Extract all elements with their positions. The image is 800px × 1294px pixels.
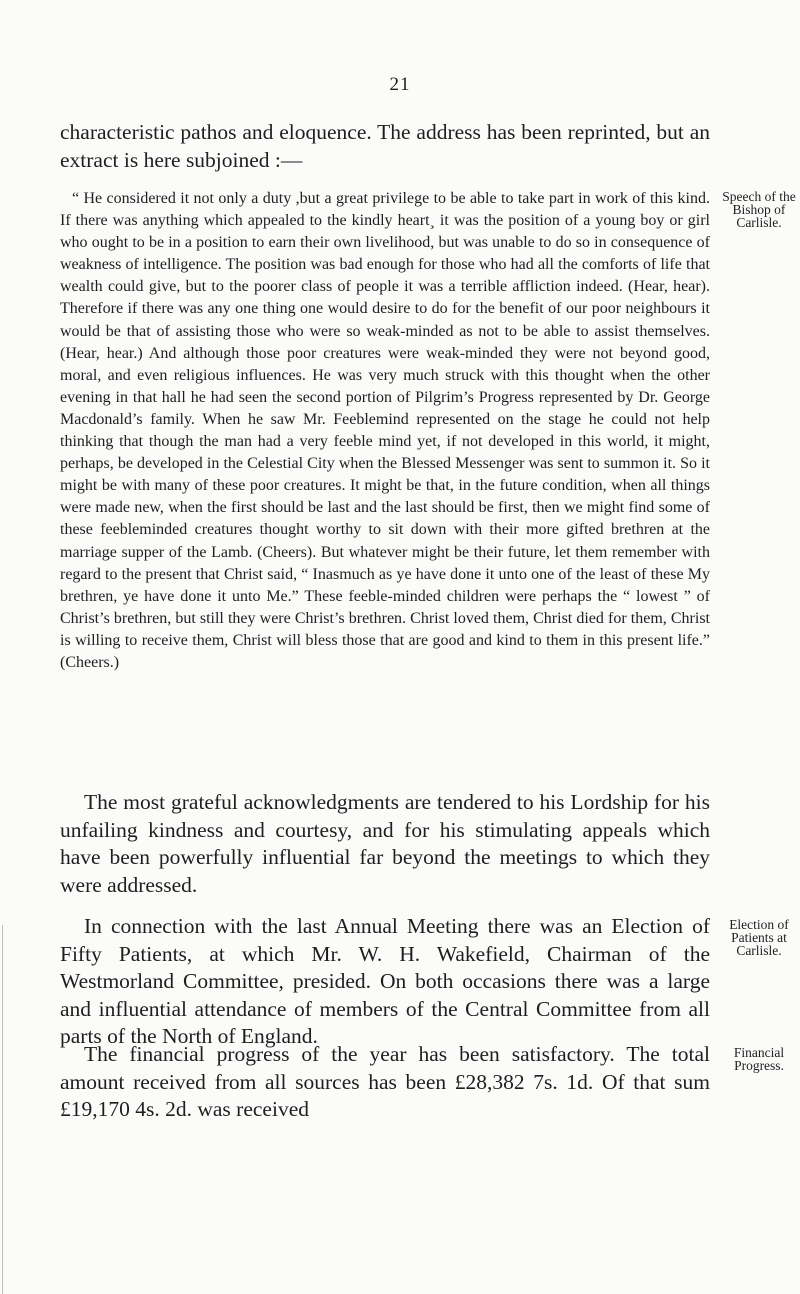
acknowledgments-paragraph: The most grateful acknowledgments are tendered to his Lordship for his unfailing kindness and courtesy, and for his stimulating appeals which have been powerfully influential far beyond the meetings to which they were addressed. bbox=[60, 790, 710, 897]
quoted-speech: “ He considered it not only a duty ,but a great privilege to be able to take part in work of this kind. If there was anything which appealed to the kindly heart¸ it was the position of a young boy or girl who ought to be in a position to earn their own livelihood, but was unable to do so in consequence of weakness of intelligence. The position was bad enough for those who had all the comforts of life that wealth could give, but to the poorer class of people it was a terrible affliction indeed. (Hear, hear). Therefore if there was any one thing one would desire to do for the benefit of our poor neighbours it would be that of assisting those who were so weak-minded as not to be able to assist themselves. (Hear, hear.) And although those poor creatures were weak-minded they were not beyond good, moral, and even religious influences. He was very much struck with this thought when the other evening in that hall he had seen the second portion of Pilgrim’s Progress represented by Dr. George Macdonald’s family. When he saw Mr. Feeblemind represented on the stage he could not help thinking that though the man had a very feeble mind yet, if not developed in this world, it might, perhaps, be developed in the Celestial City when the Blessed Messenger was sent to summon it. So it might be with many of these poor creatures. It might be that, in the future condition, when all things were made new, when the first should be last and the last should be first, then we might find some of these feebleminded creatures thought worthy to sit down with their more gifted brethren at the marriage supper of the Lamb. (Cheers). But whatever might be their future, let them remember with regard to the present that Christ said, “ Inasmuch as ye have done it unto one of the least of these My brethren, ye have done it unto Me.” These feeble-minded children were perhaps the “ lowest ” of Christ’s brethren, but still they were Christ’s brethren. Christ loved them, Christ died for them, Christ is willing to receive them, Christ will bless those that are good and kind to them in this present life.” (Cheers.) bbox=[60, 190, 710, 671]
intro-paragraph: characteristic pathos and eloquence. The address has been reprinted, but an extract is here subjoined :— bbox=[60, 120, 710, 172]
margin-note-financial: Financial Progress. bbox=[733, 1045, 785, 1073]
election-paragraph: In connection with the last Annual Meeting there was an Election of Fifty Patients, at which Mr. W. H. Wakefield, Chairman of the Westmorland Committee, presided. On both occasions there was a large and influential attendance of members of the Central Committee from all parts of the North of England. bbox=[60, 914, 710, 1048]
page-edge-shadow bbox=[2, 925, 3, 1294]
page-number: 21 bbox=[389, 74, 411, 95]
margin-note-speech: Speech of the Bishop of Carlisle. bbox=[722, 189, 796, 230]
margin-note-election: Election of Patients at Carlisle. bbox=[729, 917, 789, 958]
financial-paragraph: The financial progress of the year has been satisfactory. The total amount received from all sources has been £28,382 7s. 1d. Of that sum £19,170 4s. 2d. was received bbox=[60, 1042, 710, 1121]
